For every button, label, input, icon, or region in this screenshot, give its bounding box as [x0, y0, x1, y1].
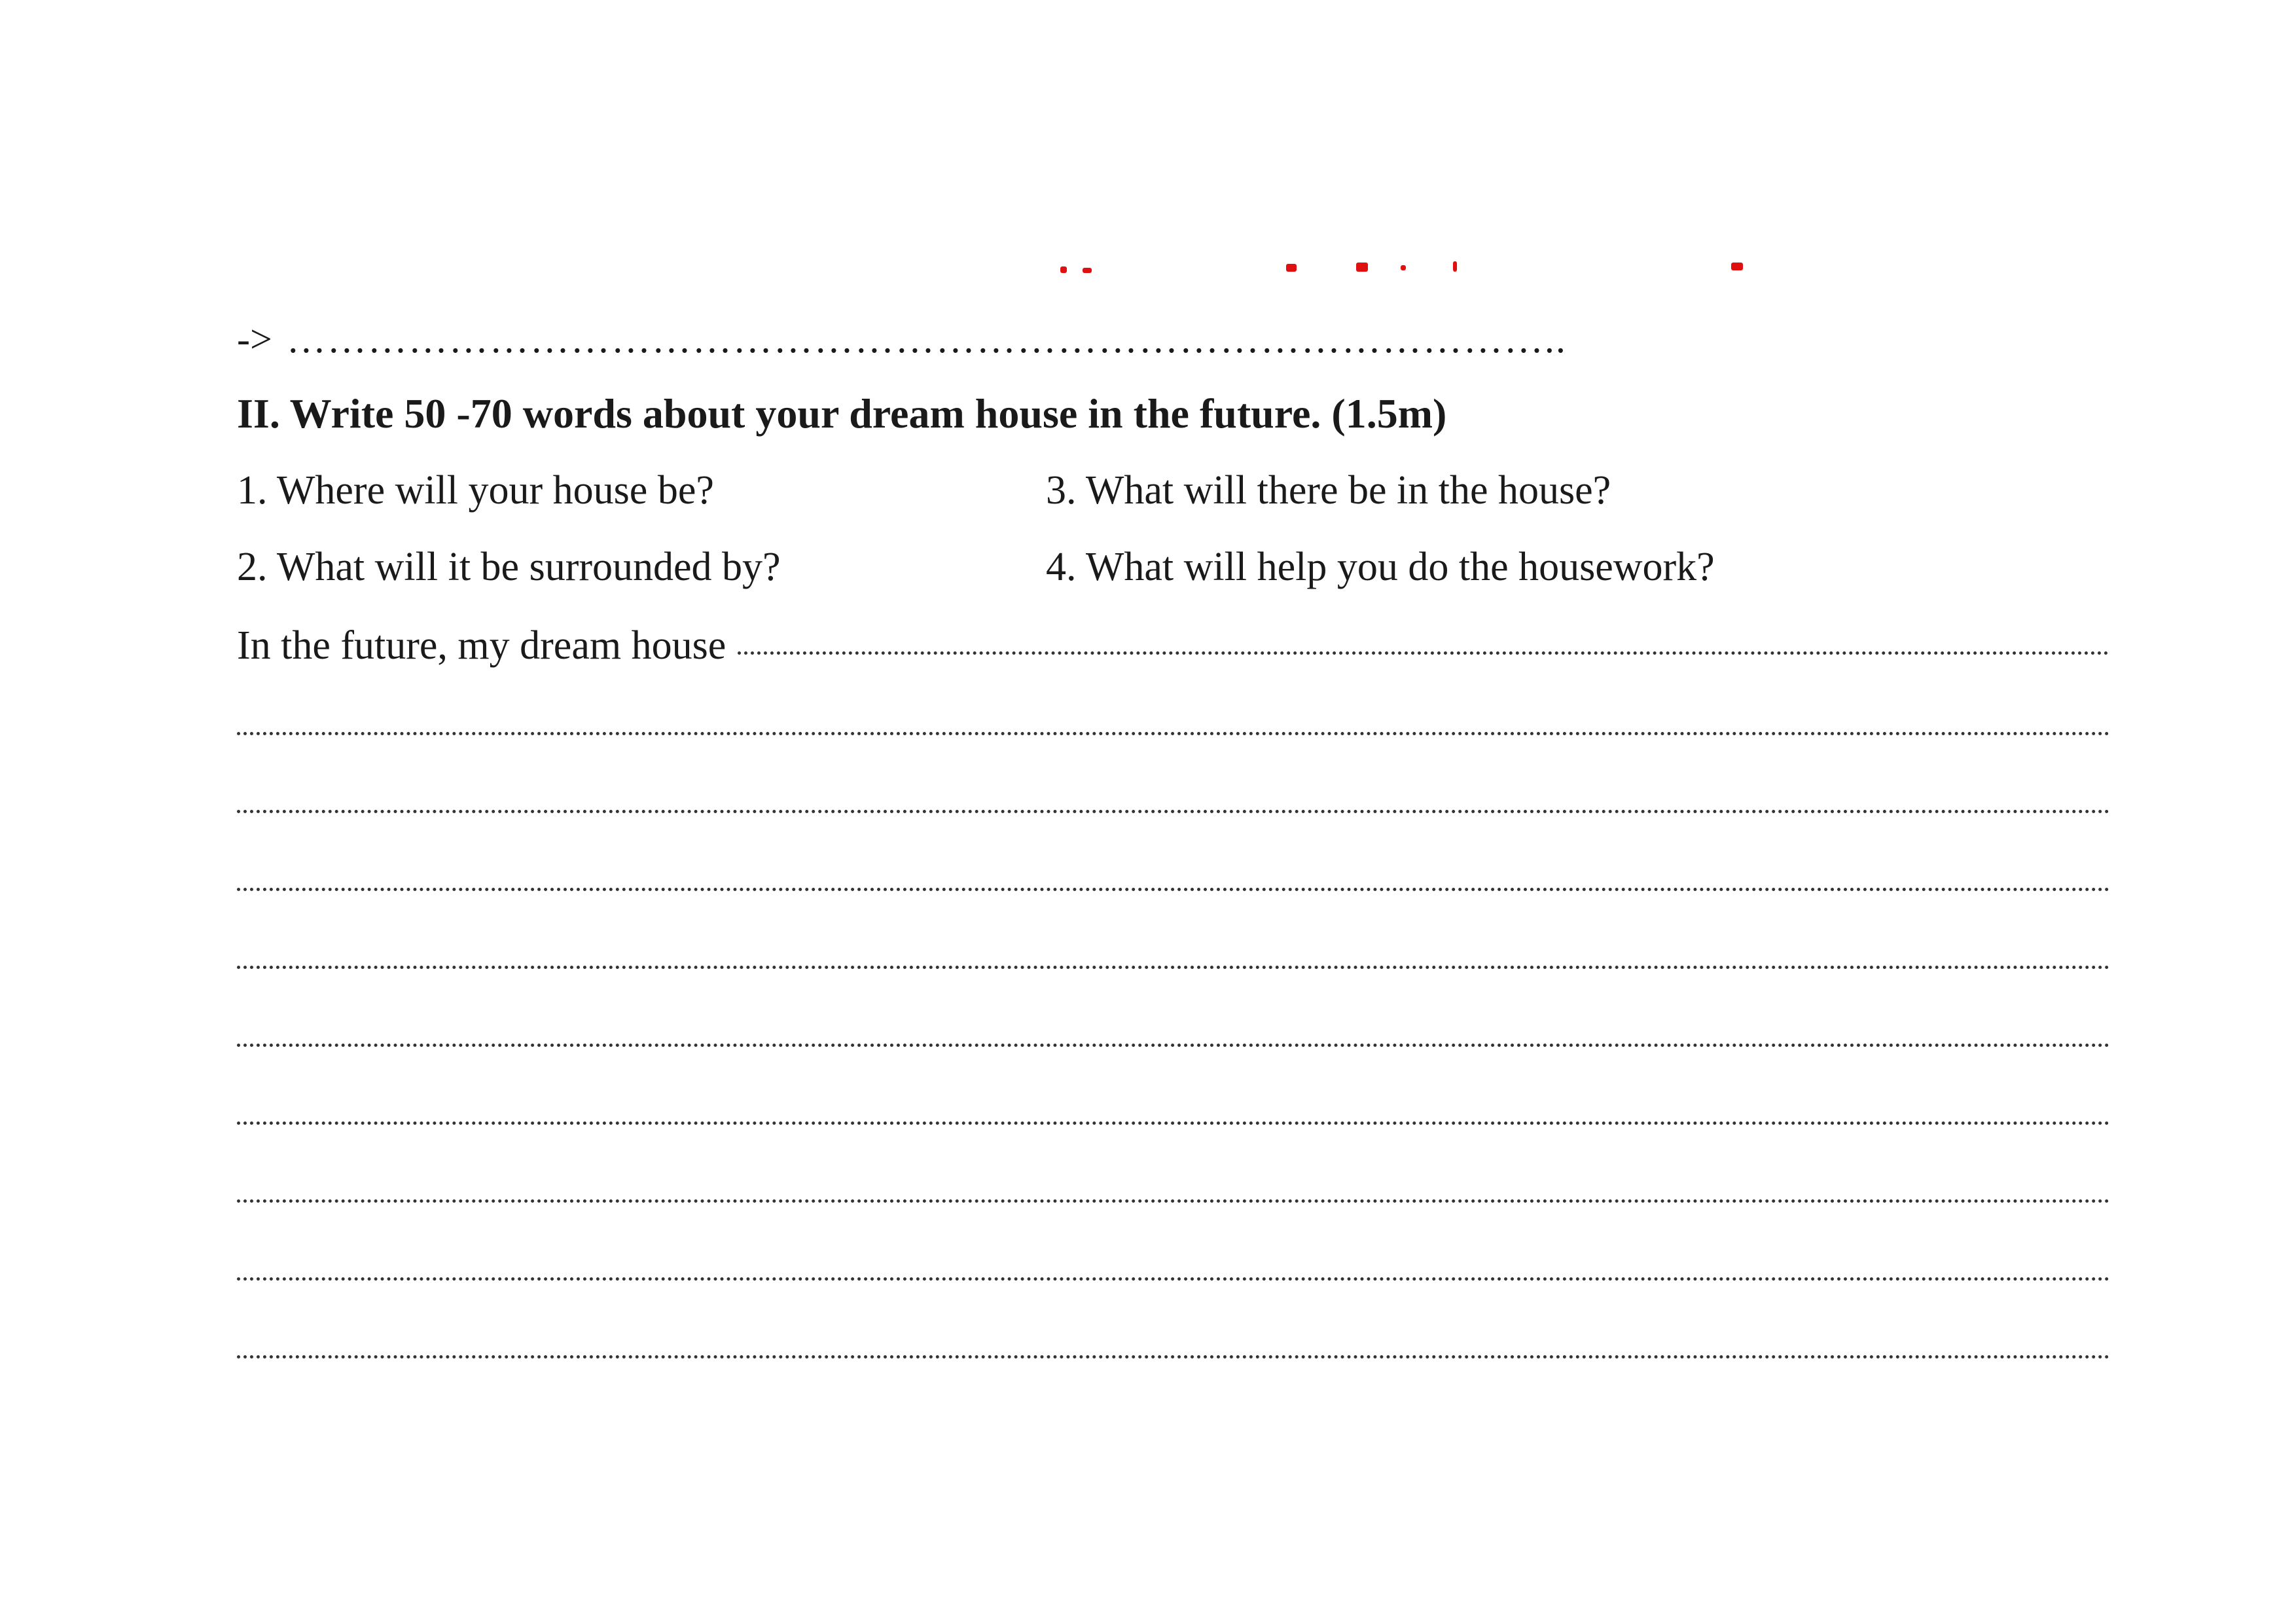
- answer-dots: …………………………………………………………………………………..: [286, 319, 1567, 359]
- writing-line[interactable]: [237, 1355, 2110, 1359]
- question-3: 3. What will there be in the house?: [1046, 468, 1611, 513]
- writing-line[interactable]: [237, 732, 2110, 735]
- writing-line[interactable]: [237, 1277, 2110, 1281]
- starter-text: In the future, my dream house: [237, 623, 726, 668]
- arrow-prefix: ->: [237, 318, 272, 361]
- question-4: 4. What will help you do the housework?: [1046, 545, 1715, 589]
- starter-dotted-fill: [738, 649, 2109, 655]
- previous-answer-line: [237, 319, 1749, 359]
- writing-line[interactable]: [237, 810, 2110, 813]
- starter-line[interactable]: [237, 625, 2109, 666]
- writing-line[interactable]: [237, 888, 2110, 891]
- writing-line[interactable]: [237, 1044, 2110, 1047]
- question-1: 1. Where will your house be?: [237, 468, 714, 513]
- writing-line[interactable]: [237, 966, 2110, 969]
- question-2: 2. What will it be surrounded by?: [237, 545, 781, 589]
- writing-line[interactable]: [237, 1199, 2110, 1203]
- red-scan-marks: [1060, 259, 1780, 285]
- section-heading: II. Write 50 -70 words about your dream house in the future. (1.5m): [237, 390, 1447, 437]
- writing-line[interactable]: [237, 1122, 2110, 1125]
